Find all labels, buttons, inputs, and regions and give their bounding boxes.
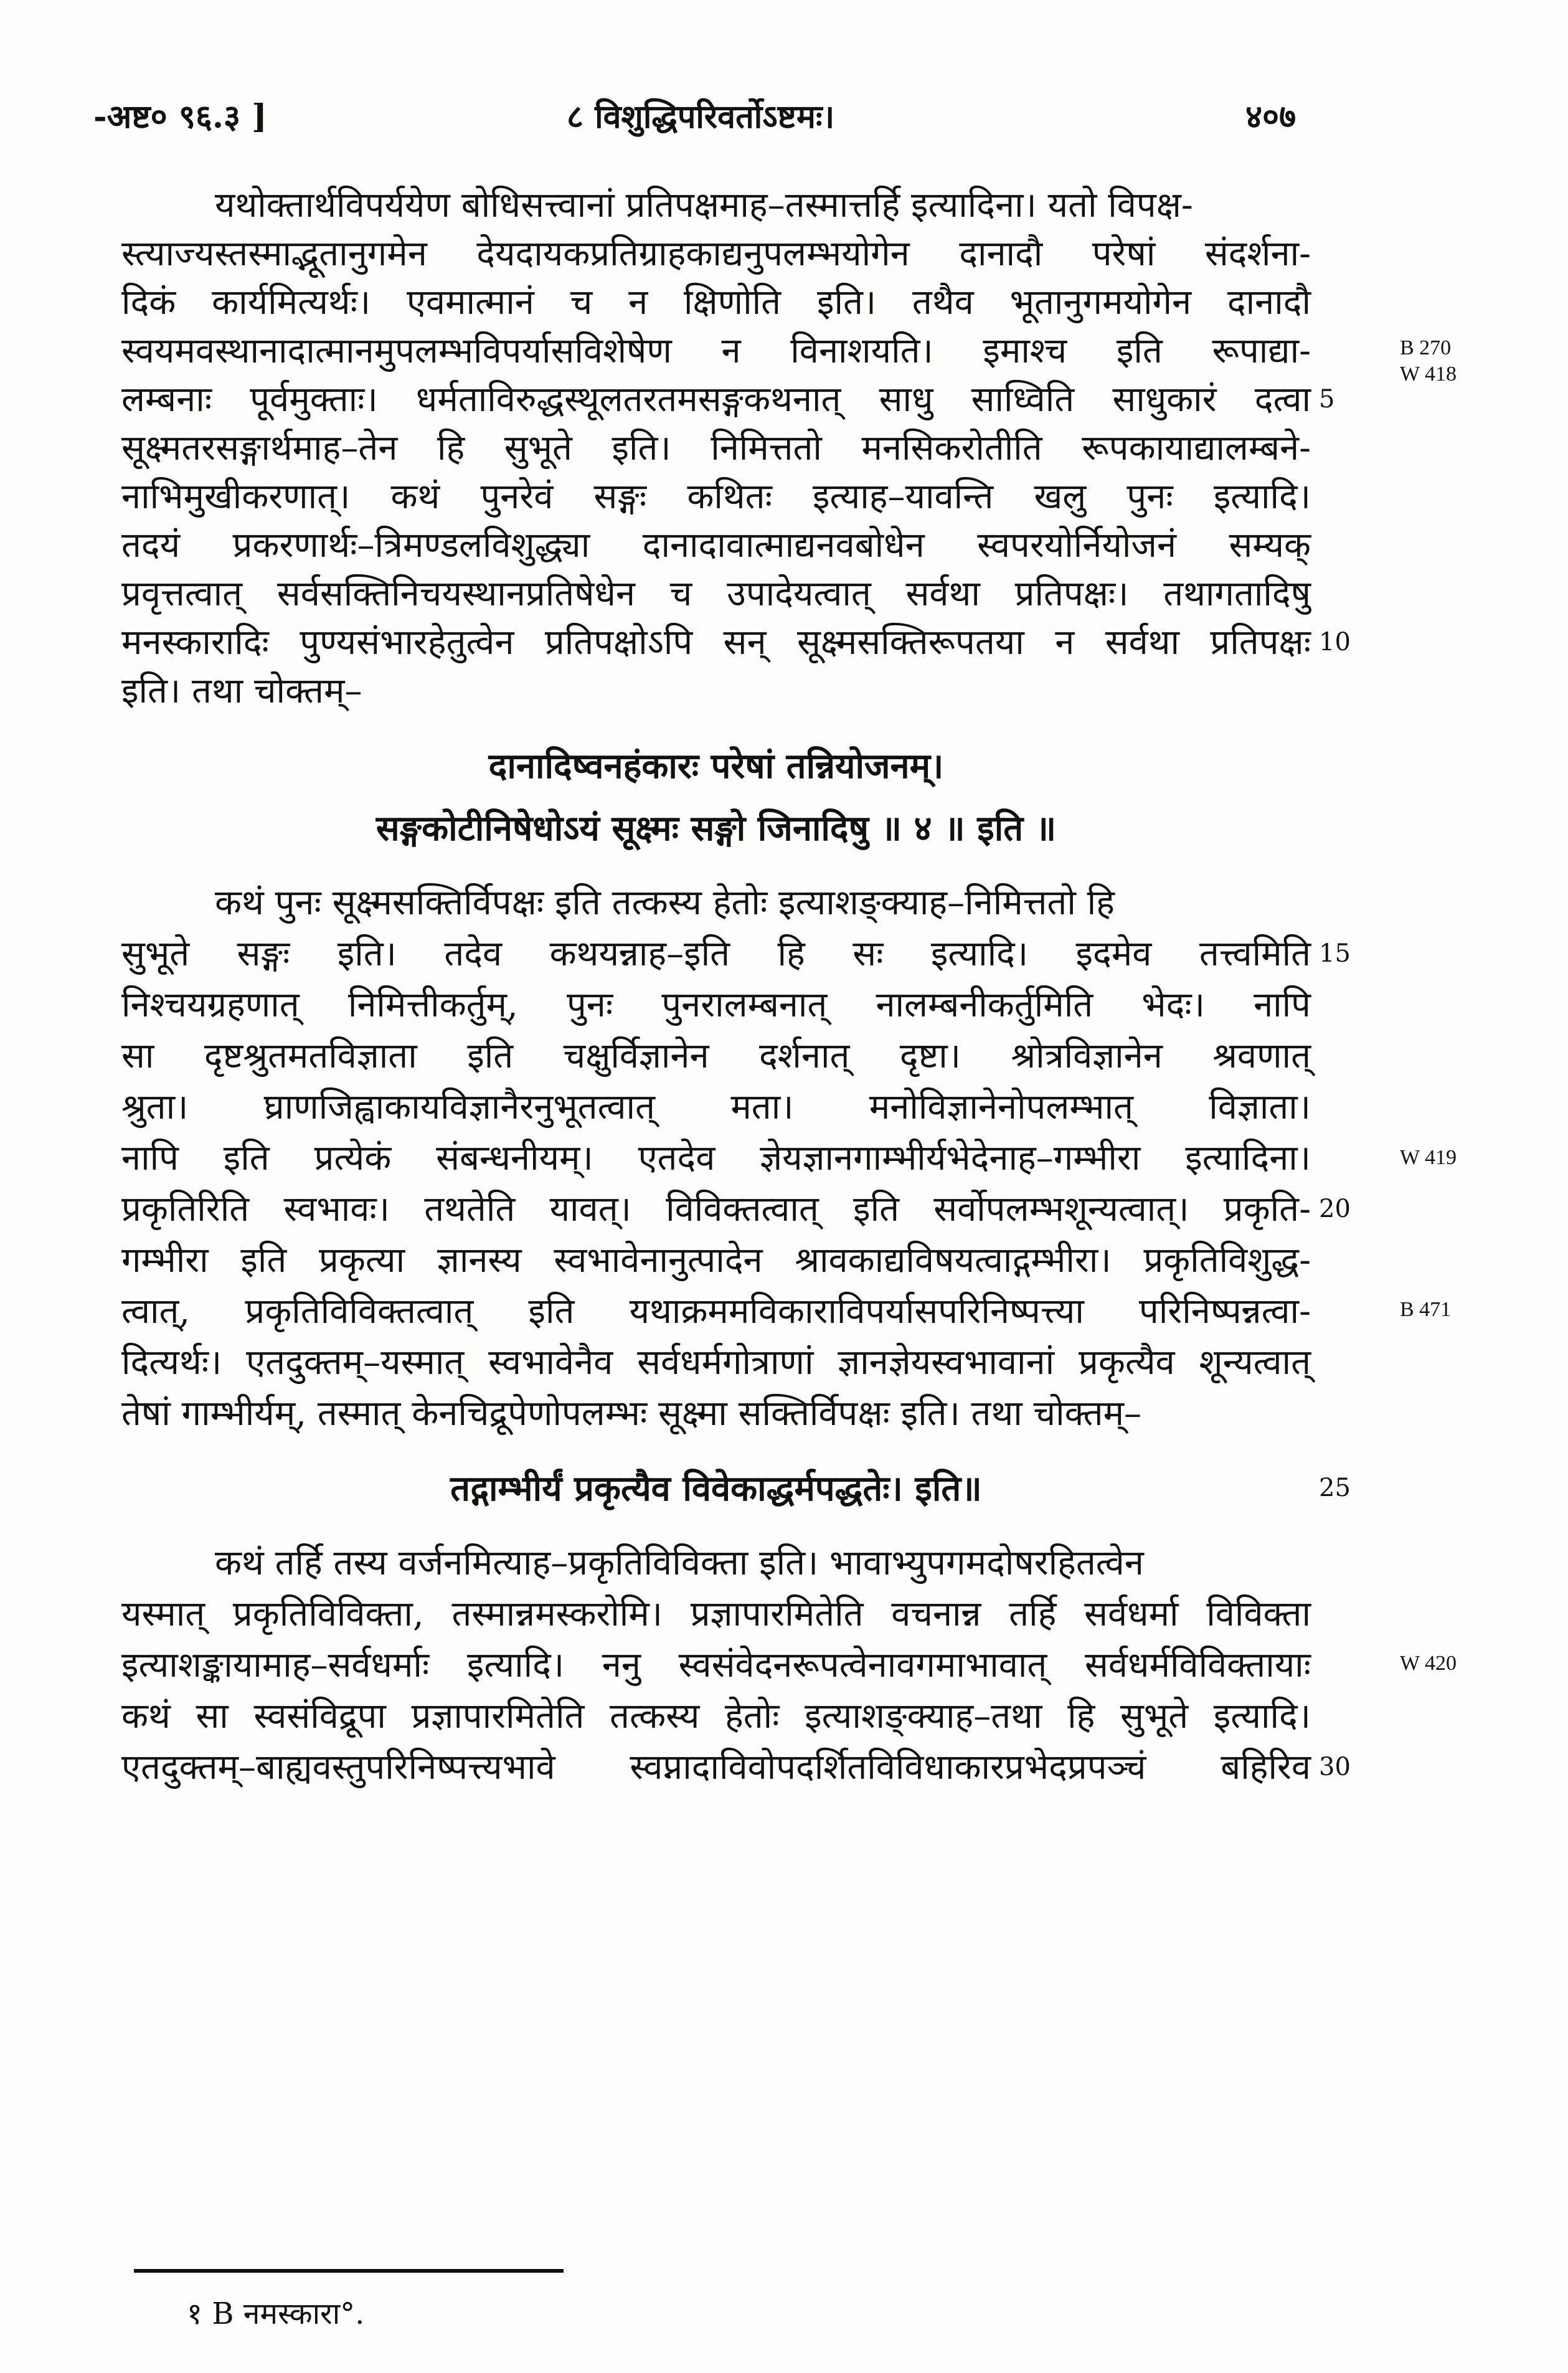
text-line: निश्चयग्रहणात् निमित्तीकर्तुम्, पुनः पुनरालम्बनात् नालम्बनीकर्तुमिति भेदः। नापि (121, 985, 1311, 1025)
text-line: मनस्कारादिः पुण्यसंभारहेतुत्वेन प्रतिपक्षोऽपि सन् सूक्ष्मसक्तिरूपतया न सर्वथा प्रतिपक्षः (121, 622, 1311, 663)
text-line: सा दृष्टश्रुतमतविज्ञाता इति चक्षुर्विज्ञानेन दर्शनात् दृष्टा। श्रोत्रविज्ञानेन श्रवणात् (121, 1036, 1311, 1076)
text-line: सूक्ष्मतरसङ्गार्थमाह–तेन हि सुभूते इति। निमित्ततो मनसिकरोतीति रूपकायाद्यालम्बने- (121, 428, 1311, 468)
text-line: कथं पुनः सूक्ष्मसक्तिर्विपक्षः इति तत्कस्य हेतोः इत्याशङ्क्याह–निमित्ततो हि (215, 883, 1115, 923)
text-line: तदयं प्रकरणार्थः–त्रिमण्डलविशुद्ध्या दानादावात्माद्यनवबोधेन स्वपरयोर्नियोजनं सम्यक् (121, 525, 1311, 566)
text-line: यथोक्तार्थविपर्ययेण बोधिसत्त्वानां प्रतिपक्षमाह–तस्मात्तर्हि इत्यादिना। यतो विपक्ष- (215, 185, 1193, 225)
margin-reference: B 270 (1400, 336, 1452, 359)
text-line: प्रवृत्तत्वात् सर्वसक्तिनिचयस्थानप्रतिषेधेन च उपादेयत्वात् सर्वथा प्रतिपक्षः। तथागतादिषु (121, 574, 1311, 614)
line-number: 30 (1319, 1753, 1351, 1781)
text-line: नाभिमुखीकरणात्। कथं पुनरेवं सङ्गः कथितः इत्याह–यावन्ति खलु पुनः इत्यादि। (121, 476, 1311, 517)
verse-line: तद्गाम्भीर्यं प्रकृत्यैव विवेकाद्धर्मपद्धतेः। इति॥ (450, 1468, 982, 1509)
text-line: कथं तर्हि तस्य वर्जनमित्याह–प्रकृतिविविक्ता इति। भावाभ्युपगमदोषरहितत्वेन (215, 1543, 1144, 1583)
text-line: प्रकृतिरिति स्वभावः। तथतेति यावत्। विविक्तत्वात् इति सर्वोपलम्भशून्यत्वात्। प्रकृति- (121, 1189, 1311, 1229)
header-section-ref: -अष्ट० ९६.३ ] (93, 98, 267, 136)
margin-reference: W 419 (1400, 1146, 1457, 1169)
line-number: 5 (1319, 385, 1335, 414)
footnote-rule (134, 2269, 564, 2273)
text-line: दित्यर्थः। एतदुक्तम्–यस्मात् स्वभावेनैव सर्वधर्मगोत्राणां ज्ञानज्ञेयस्वभावानां प्रकृत्यैव शून्यत्वात् (121, 1342, 1311, 1383)
text-line: श्रुता। घ्राणजिह्वाकायविज्ञानैरनुभूतत्वात् मता। मनोविज्ञानेनोपलम्भात् विज्ञाता। (121, 1087, 1311, 1127)
text-line: कथं सा स्वसंविद्रूपा प्रज्ञापारमितेति तत्कस्य हेतोः इत्याशङ्क्याह–तथा हि सुभूते इत्यादि। (121, 1696, 1311, 1736)
page-number: ४०७ (1245, 98, 1296, 136)
text-line: स्वयमवस्थानादात्मानमुपलम्भविपर्यासविशेषेण न विनाशयति। इमाश्च इति रूपाद्या- (121, 331, 1311, 371)
line-number: 15 (1319, 939, 1351, 968)
text-line: सुभूते सङ्गः इति। तदेव कथयन्नाह–इति हि सः इत्यादि। इदमेव तत्त्वमिति (121, 934, 1311, 974)
text-line: त्वात्, प्रकृतिविविक्तत्वात् इति यथाक्रममविकाराविपर्यासपरिनिष्पत्त्या परिनिष्पन्नत्वा- (121, 1291, 1311, 1332)
text-line: लम्बनाः पूर्वमुक्ताः। धर्मताविरुद्धस्थूलतरतमसङ्गकथनात् साधु साध्विति साधुकारं दत्वा (121, 379, 1311, 420)
text-line: यस्मात् प्रकृतिविविक्ता, तस्मान्नमस्करोमि। प्रज्ञापारमितेति वचनान्न तर्हि सर्वधर्मा विविक्ता (121, 1594, 1311, 1634)
verse-line: दानादिष्वनहंकारः परेषां तन्नियोजनम्। (488, 746, 944, 787)
text-line: गम्भीरा इति प्रकृत्या ज्ञानस्य स्वभावेनानुत्पादेन श्रावकाद्यविषयत्वाद्गम्भीरा। प्रकृतिविशुद्ध- (121, 1240, 1311, 1281)
margin-reference: W 420 (1400, 1652, 1457, 1675)
verse-line: सङ्गकोटीनिषेधोऽयं सूक्ष्मः सङ्गो जिनादिषु ॥ ४ ॥ इति ॥ (375, 808, 1057, 849)
text-line: नापि इति प्रत्येकं संबन्धनीयम्। एतदेव ज्ञेयज्ञानगाम्भीर्यभेदेनाह–गम्भीरा इत्यादिना। (121, 1138, 1311, 1178)
footnote: १ B नमस्कारा°. (187, 2296, 365, 2331)
text-line: इत्याशङ्कायामाह–सर्वधर्माः इत्यादि। ननु स्वसंवेदनरूपत्वेनावगमाभावात् सर्वधर्मविविक्तायाः (121, 1645, 1311, 1685)
margin-reference: B 471 (1400, 1298, 1452, 1321)
text-line: इति। तथा चोक्तम्– (121, 671, 362, 711)
running-header (0, 93, 1568, 149)
text-line: तेषां गाम्भीर्यम्, तस्मात् केनचिद्रूपेणोपलम्भः सूक्ष्मा सक्तिर्विपक्षः इति। तथा चोक्तम्– (121, 1393, 1142, 1434)
text-line: एतदुक्तम्–बाह्यवस्तुपरिनिष्पत्त्यभावे स्वप्नादाविवोपदर्शितविविधाकारप्रभेदप्रपञ्चं बहिरिव (121, 1747, 1311, 1788)
margin-reference: W 418 (1400, 362, 1457, 386)
header-chapter-title: ८ विशुद्धिपरिवर्तोऽष्टमः। (567, 98, 835, 136)
line-number: 25 (1319, 1474, 1351, 1502)
text-line: दिकं कार्यमित्यर्थः। एवमात्मानं च न क्षिणोति इति। तथैव भूतानुगमयोगेन दानादौ (121, 282, 1311, 323)
line-number: 20 (1319, 1195, 1351, 1223)
text-line: स्त्याज्यस्तस्माद्भूतानुगमेन देयदायकप्रतिग्राहकाद्यनुपलम्भयोगेन दानादौ परेषां संदर्शना- (121, 234, 1311, 274)
line-number: 10 (1319, 628, 1351, 656)
